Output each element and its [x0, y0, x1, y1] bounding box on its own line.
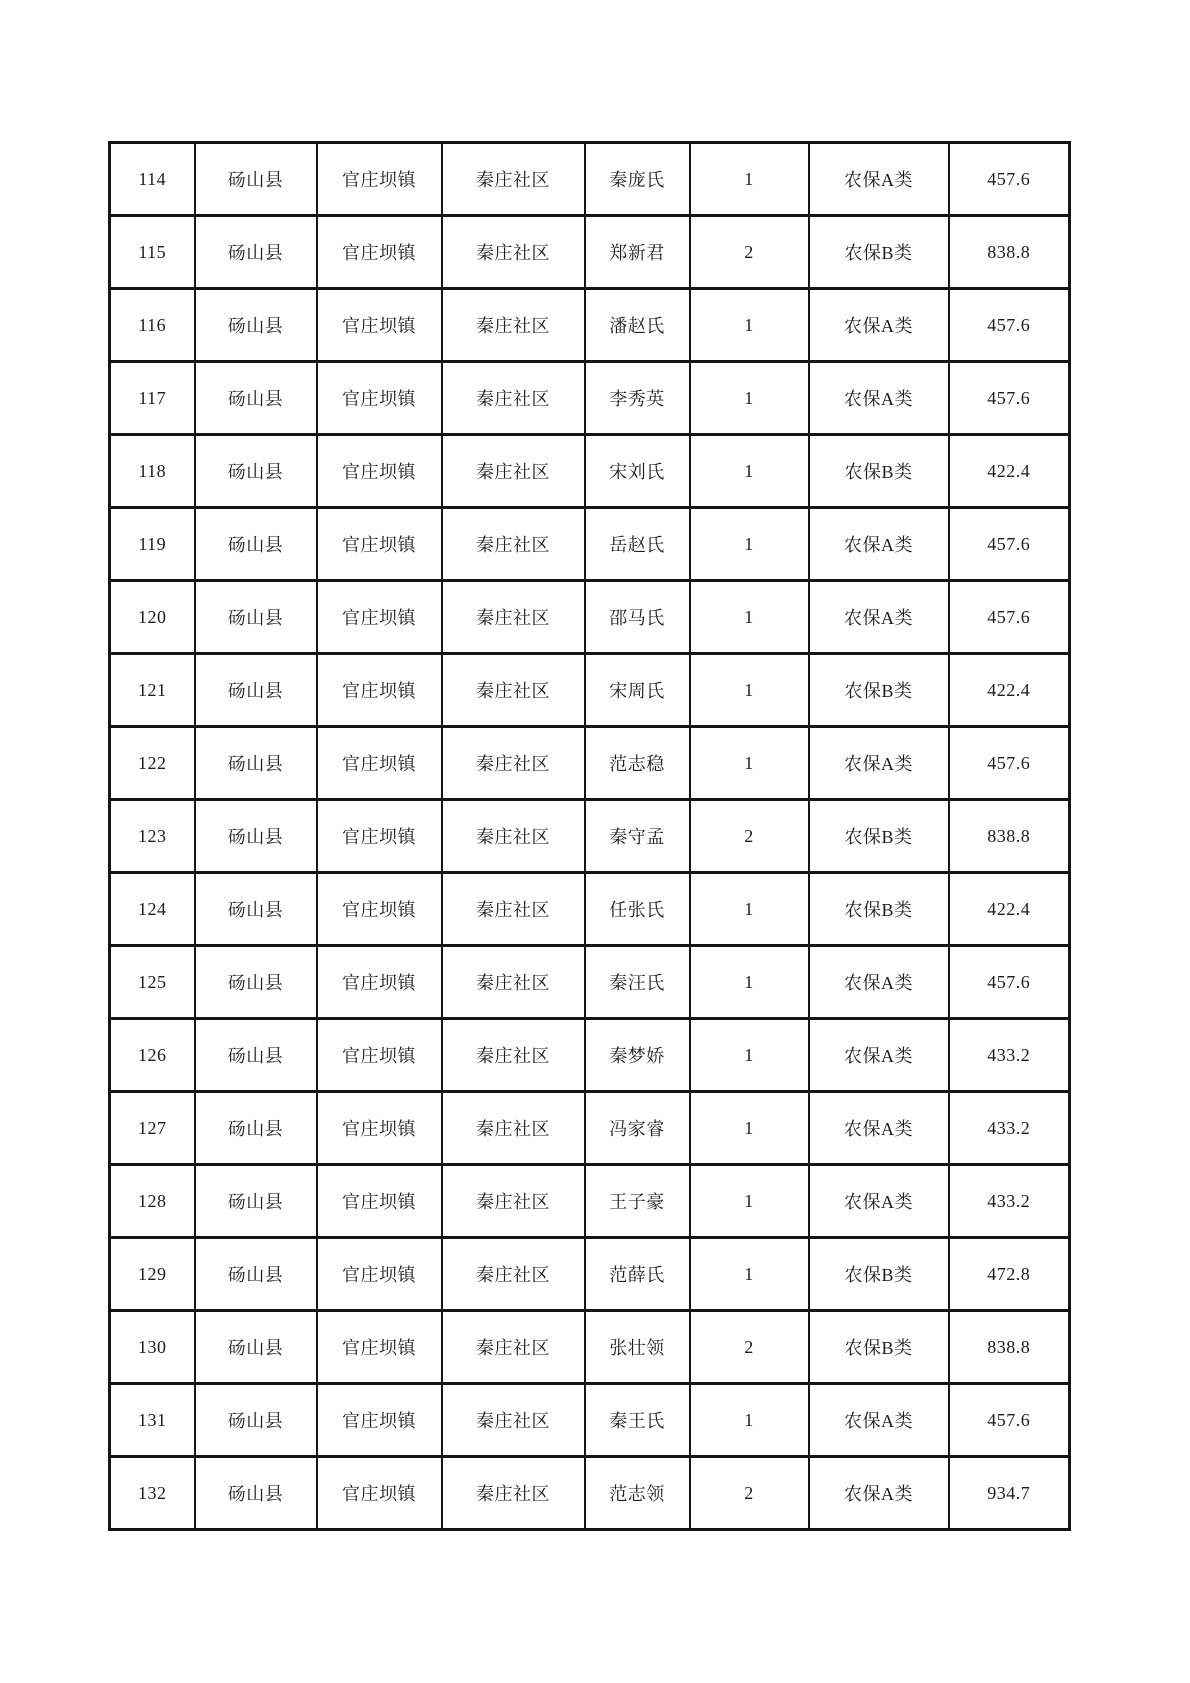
cell-person-count: 1	[690, 727, 809, 800]
cell-insurance-type: 农保B类	[809, 800, 949, 873]
cell-amount: 457.6	[949, 946, 1070, 1019]
cell-row-number: 124	[110, 873, 195, 946]
cell-community: 秦庄社区	[442, 1238, 585, 1311]
cell-community: 秦庄社区	[442, 1384, 585, 1457]
cell-amount: 457.6	[949, 1384, 1070, 1457]
cell-person-count: 1	[690, 362, 809, 435]
cell-person-count: 1	[690, 508, 809, 581]
table-row	[110, 216, 1070, 289]
cell-row-number: 131	[110, 1384, 195, 1457]
cell-person-count: 2	[690, 800, 809, 873]
cell-town: 官庄坝镇	[317, 800, 442, 873]
cell-town: 官庄坝镇	[317, 727, 442, 800]
cell-amount: 422.4	[949, 435, 1070, 508]
cell-community: 秦庄社区	[442, 654, 585, 727]
cell-town: 官庄坝镇	[317, 508, 442, 581]
cell-town: 官庄坝镇	[317, 435, 442, 508]
cell-county: 砀山县	[195, 800, 317, 873]
table-row	[110, 1384, 1070, 1457]
cell-county: 砀山县	[195, 1311, 317, 1384]
cell-town: 官庄坝镇	[317, 1384, 442, 1457]
table-row	[110, 1165, 1070, 1238]
cell-community: 秦庄社区	[442, 289, 585, 362]
cell-person-count: 1	[690, 1165, 809, 1238]
cell-town: 官庄坝镇	[317, 289, 442, 362]
cell-county: 砀山县	[195, 946, 317, 1019]
cell-amount: 433.2	[949, 1019, 1070, 1092]
cell-amount: 457.6	[949, 508, 1070, 581]
cell-name: 冯家睿	[585, 1092, 690, 1165]
cell-name: 任张氏	[585, 873, 690, 946]
cell-insurance-type: 农保A类	[809, 1092, 949, 1165]
cell-county: 砀山县	[195, 1092, 317, 1165]
cell-town: 官庄坝镇	[317, 1457, 442, 1530]
cell-county: 砀山县	[195, 1019, 317, 1092]
cell-name: 范薛氏	[585, 1238, 690, 1311]
cell-county: 砀山县	[195, 654, 317, 727]
cell-insurance-type: 农保B类	[809, 1311, 949, 1384]
cell-insurance-type: 农保A类	[809, 1019, 949, 1092]
cell-town: 官庄坝镇	[317, 1238, 442, 1311]
cell-insurance-type: 农保A类	[809, 289, 949, 362]
cell-amount: 433.2	[949, 1165, 1070, 1238]
cell-insurance-type: 农保A类	[809, 143, 949, 216]
cell-community: 秦庄社区	[442, 362, 585, 435]
cell-row-number: 130	[110, 1311, 195, 1384]
cell-row-number: 127	[110, 1092, 195, 1165]
cell-community: 秦庄社区	[442, 1092, 585, 1165]
cell-county: 砀山县	[195, 1165, 317, 1238]
cell-community: 秦庄社区	[442, 800, 585, 873]
cell-community: 秦庄社区	[442, 216, 585, 289]
cell-amount: 838.8	[949, 216, 1070, 289]
cell-insurance-type: 农保A类	[809, 581, 949, 654]
cell-town: 官庄坝镇	[317, 581, 442, 654]
cell-amount: 457.6	[949, 581, 1070, 654]
cell-name: 秦庞氏	[585, 143, 690, 216]
cell-amount: 422.4	[949, 654, 1070, 727]
cell-name: 潘赵氏	[585, 289, 690, 362]
cell-name: 李秀英	[585, 362, 690, 435]
cell-town: 官庄坝镇	[317, 216, 442, 289]
table-row	[110, 1238, 1070, 1311]
cell-county: 砀山县	[195, 873, 317, 946]
table-row	[110, 727, 1070, 800]
cell-town: 官庄坝镇	[317, 654, 442, 727]
cell-name: 秦王氏	[585, 1384, 690, 1457]
cell-insurance-type: 农保A类	[809, 727, 949, 800]
cell-person-count: 1	[690, 1384, 809, 1457]
cell-community: 秦庄社区	[442, 1311, 585, 1384]
cell-insurance-type: 农保A类	[809, 1457, 949, 1530]
cell-row-number: 126	[110, 1019, 195, 1092]
cell-insurance-type: 农保A类	[809, 362, 949, 435]
cell-county: 砀山县	[195, 1457, 317, 1530]
cell-person-count: 1	[690, 289, 809, 362]
cell-person-count: 2	[690, 1311, 809, 1384]
table-row	[110, 1092, 1070, 1165]
cell-amount: 472.8	[949, 1238, 1070, 1311]
cell-town: 官庄坝镇	[317, 1311, 442, 1384]
cell-county: 砀山县	[195, 508, 317, 581]
cell-person-count: 2	[690, 216, 809, 289]
cell-row-number: 129	[110, 1238, 195, 1311]
cell-insurance-type: 农保A类	[809, 1165, 949, 1238]
cell-row-number: 122	[110, 727, 195, 800]
table-row	[110, 1019, 1070, 1092]
cell-community: 秦庄社区	[442, 435, 585, 508]
cell-insurance-type: 农保A类	[809, 946, 949, 1019]
cell-row-number: 114	[110, 143, 195, 216]
cell-name: 范志领	[585, 1457, 690, 1530]
cell-insurance-type: 农保A类	[809, 1384, 949, 1457]
cell-row-number: 128	[110, 1165, 195, 1238]
cell-name: 邵马氏	[585, 581, 690, 654]
cell-person-count: 1	[690, 1092, 809, 1165]
cell-community: 秦庄社区	[442, 946, 585, 1019]
cell-person-count: 1	[690, 435, 809, 508]
cell-community: 秦庄社区	[442, 1457, 585, 1530]
cell-insurance-type: 农保B类	[809, 216, 949, 289]
cell-town: 官庄坝镇	[317, 143, 442, 216]
cell-row-number: 115	[110, 216, 195, 289]
cell-town: 官庄坝镇	[317, 873, 442, 946]
table-row	[110, 581, 1070, 654]
cell-town: 官庄坝镇	[317, 946, 442, 1019]
table-row	[110, 800, 1070, 873]
cell-town: 官庄坝镇	[317, 1019, 442, 1092]
cell-name: 宋刘氏	[585, 435, 690, 508]
cell-amount: 838.8	[949, 1311, 1070, 1384]
insurance-payment-table	[108, 141, 1071, 1531]
cell-amount: 433.2	[949, 1092, 1070, 1165]
cell-town: 官庄坝镇	[317, 362, 442, 435]
table-row	[110, 1311, 1070, 1384]
cell-county: 砀山县	[195, 581, 317, 654]
cell-insurance-type: 农保B类	[809, 1238, 949, 1311]
cell-person-count: 1	[690, 581, 809, 654]
table-row	[110, 362, 1070, 435]
cell-amount: 457.6	[949, 289, 1070, 362]
cell-person-count: 1	[690, 946, 809, 1019]
cell-row-number: 117	[110, 362, 195, 435]
cell-county: 砀山县	[195, 1238, 317, 1311]
cell-row-number: 121	[110, 654, 195, 727]
cell-person-count: 2	[690, 1457, 809, 1530]
cell-town: 官庄坝镇	[317, 1092, 442, 1165]
cell-insurance-type: 农保B类	[809, 873, 949, 946]
cell-amount: 457.6	[949, 143, 1070, 216]
cell-county: 砀山县	[195, 362, 317, 435]
table-row	[110, 143, 1070, 216]
cell-county: 砀山县	[195, 289, 317, 362]
cell-row-number: 116	[110, 289, 195, 362]
cell-name: 岳赵氏	[585, 508, 690, 581]
cell-amount: 838.8	[949, 800, 1070, 873]
cell-insurance-type: 农保B类	[809, 435, 949, 508]
cell-county: 砀山县	[195, 1384, 317, 1457]
cell-row-number: 120	[110, 581, 195, 654]
cell-county: 砀山县	[195, 727, 317, 800]
table-body	[110, 143, 1070, 1530]
cell-name: 秦梦娇	[585, 1019, 690, 1092]
table-row	[110, 946, 1070, 1019]
cell-insurance-type: 农保A类	[809, 508, 949, 581]
table-row	[110, 1457, 1070, 1530]
cell-row-number: 119	[110, 508, 195, 581]
cell-amount: 934.7	[949, 1457, 1070, 1530]
cell-name: 张壮领	[585, 1311, 690, 1384]
table-row	[110, 435, 1070, 508]
cell-row-number: 118	[110, 435, 195, 508]
cell-amount: 457.6	[949, 727, 1070, 800]
cell-community: 秦庄社区	[442, 873, 585, 946]
cell-name: 王子豪	[585, 1165, 690, 1238]
cell-county: 砀山县	[195, 435, 317, 508]
table-row	[110, 289, 1070, 362]
cell-town: 官庄坝镇	[317, 1165, 442, 1238]
cell-name: 秦守孟	[585, 800, 690, 873]
cell-county: 砀山县	[195, 143, 317, 216]
cell-insurance-type: 农保B类	[809, 654, 949, 727]
cell-person-count: 1	[690, 143, 809, 216]
cell-row-number: 132	[110, 1457, 195, 1530]
cell-community: 秦庄社区	[442, 1019, 585, 1092]
table-row	[110, 873, 1070, 946]
cell-community: 秦庄社区	[442, 727, 585, 800]
table-row	[110, 508, 1070, 581]
cell-row-number: 125	[110, 946, 195, 1019]
cell-person-count: 1	[690, 1238, 809, 1311]
cell-person-count: 1	[690, 873, 809, 946]
cell-community: 秦庄社区	[442, 581, 585, 654]
cell-community: 秦庄社区	[442, 143, 585, 216]
cell-name: 宋周氏	[585, 654, 690, 727]
cell-amount: 457.6	[949, 362, 1070, 435]
cell-row-number: 123	[110, 800, 195, 873]
cell-name: 范志稳	[585, 727, 690, 800]
cell-name: 郑新君	[585, 216, 690, 289]
cell-community: 秦庄社区	[442, 508, 585, 581]
cell-person-count: 1	[690, 654, 809, 727]
cell-name: 秦汪氏	[585, 946, 690, 1019]
cell-county: 砀山县	[195, 216, 317, 289]
cell-amount: 422.4	[949, 873, 1070, 946]
table-row	[110, 654, 1070, 727]
cell-community: 秦庄社区	[442, 1165, 585, 1238]
cell-person-count: 1	[690, 1019, 809, 1092]
